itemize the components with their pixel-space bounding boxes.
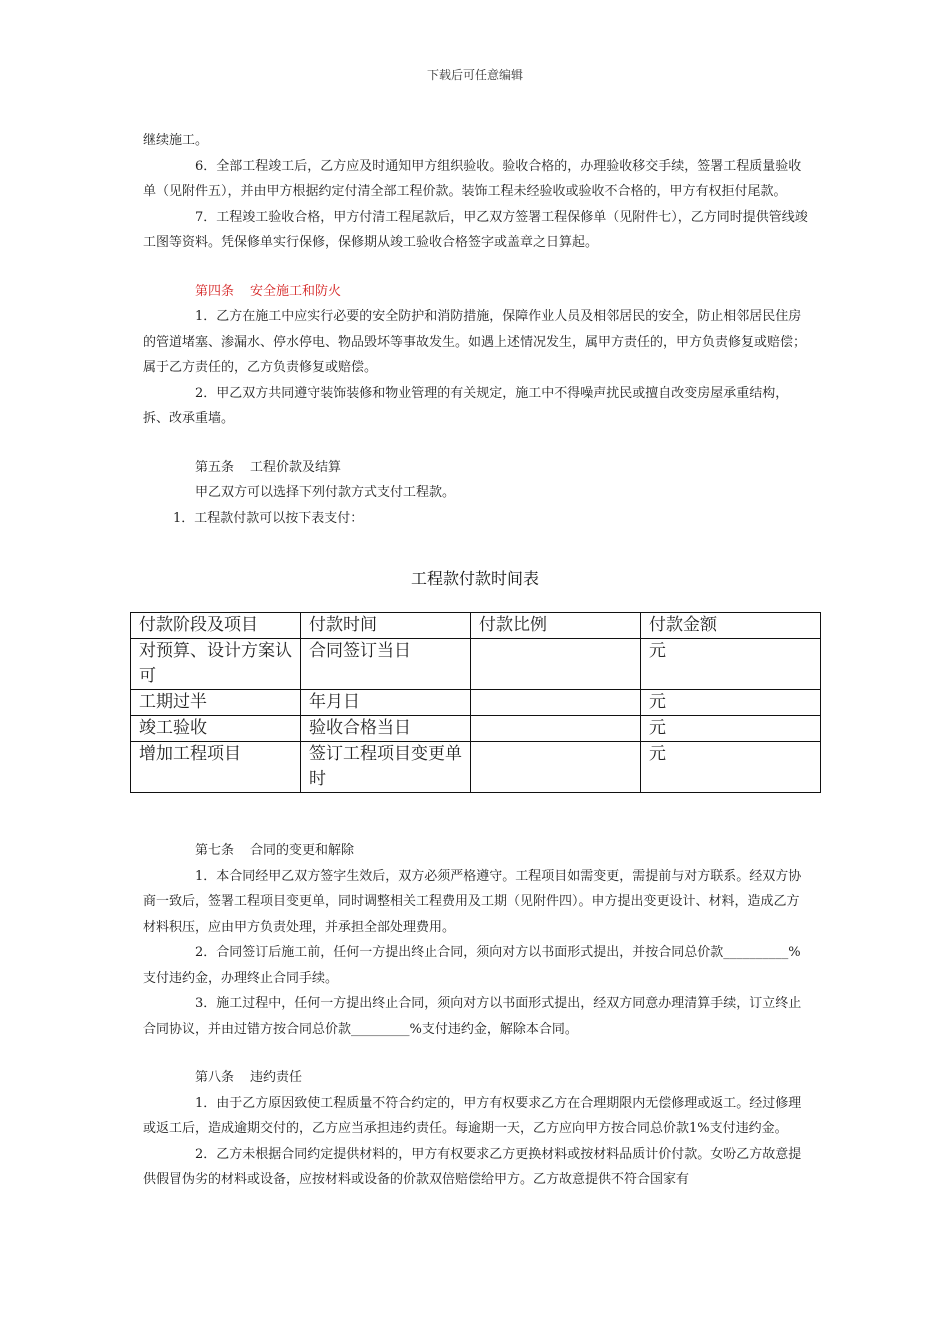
article-number: 第八条 xyxy=(195,1070,235,1085)
table-cell xyxy=(471,716,641,742)
table-row xyxy=(131,716,821,742)
paragraph: 2．合同签订后施工前，任何一方提出终止合同，须向对方以书面形式提出，并按合同总价款__________%支付违约金，办理终止合同手续。 xyxy=(143,945,801,986)
table-cell xyxy=(471,690,641,716)
paragraph: 1．乙方在施工中应实行必要的安全防护和消防措施，保障作业人员及相邻居民的安全，防止相邻居民住房的管道堵塞、渗漏水、停水停电、物品毁坏等事故发生。如遇上述情况发生，属甲方责任的，甲方负责修复或赔偿；属于乙方责任的，乙方负责修复或赔偿。 xyxy=(143,309,807,375)
page-header: 下载后可任意编辑 xyxy=(426,68,523,82)
article-title: 安全施工和防火 xyxy=(250,283,342,299)
table-cell: 竣工验收 xyxy=(131,716,301,742)
table-cell: 对预算、设计方案认可 xyxy=(131,639,301,690)
article-heading xyxy=(143,279,808,305)
article-number: 第五条 xyxy=(195,459,235,475)
payment-schedule-table xyxy=(130,612,821,793)
paragraph: 7．工程竣工验收合格，甲方付清工程尾款后，甲乙双方签署工程保修单（见附件七），乙方同时提供管线竣工图等资料。凭保修单实行保修，保修期从竣工验收合格签字或盖章之日算起。 xyxy=(143,209,808,250)
article-number: 第七条 xyxy=(195,843,235,858)
table-cell: 元 xyxy=(641,742,821,793)
article-title: 合同的变更和解除 xyxy=(250,843,355,858)
document-body-top xyxy=(143,128,808,531)
article-heading xyxy=(143,1065,808,1091)
table-cell: 验收合格当日 xyxy=(301,716,471,742)
article-number: 第四条 xyxy=(195,283,235,299)
article-heading xyxy=(143,455,808,481)
article-title: 违约责任 xyxy=(250,1070,303,1085)
article-heading xyxy=(143,838,808,864)
table-cell: 工期过半 xyxy=(131,690,301,716)
paragraph: 6．全部工程竣工后，乙方应及时通知甲方组织验收。验收合格的，办理验收移交手续，签署工程质量验收单（见附件五），并由甲方根据约定付清全部工程价款。装饰工程未经验收或验收不合格的，甲方有权拒付尾款。 xyxy=(143,158,802,199)
table-title: 工程款付款时间表 xyxy=(410,569,539,588)
table-cell: 合同签订当日 xyxy=(301,639,471,690)
table-row xyxy=(131,690,821,716)
table-cell xyxy=(471,639,641,690)
paragraph: 2．甲乙双方共同遵守装饰装修和物业管理的有关规定，施工中不得噪声扰民或擅自改变房屋承重结构，拆、改承重墙。 xyxy=(143,385,789,426)
paragraph: 2．乙方未根据合同约定提供材料的，甲方有权要求乙方更换材料或按材料品质计价付款。女吩乙方故意提供假冒伪劣的材料或设备，应按材料或设备的价款双倍赔偿给甲方。乙方故意提供不符合国家有 xyxy=(143,1146,802,1187)
table-row xyxy=(131,742,821,793)
table-cell: 元 xyxy=(641,639,821,690)
table-row xyxy=(131,639,821,690)
paragraph: 继续施工。 xyxy=(143,133,209,148)
paragraph: 甲乙双方可以选择下列付款方式支付工程款。 xyxy=(195,485,456,500)
table-header-cell: 付款金额 xyxy=(641,613,821,639)
table-header-cell: 付款时间 xyxy=(301,613,471,639)
paragraph: 1．工程款付款可以按下表支付： xyxy=(173,510,364,526)
paragraph: 3．施工过程中，任何一方提出终止合同，须向对方以书面形式提出，经双方同意办理清算手续，订立终止合同协议，并由过错方按合同总价款_________%支付违约金，解除本合同。 xyxy=(143,996,802,1037)
table-header-cell: 付款阶段及项目 xyxy=(131,613,301,639)
table-cell: 签订工程项目变更单时 xyxy=(301,742,471,793)
document-body-bottom xyxy=(143,838,808,1193)
paragraph: 1．本合同经甲乙双方签字生效后，双方必须严格遵守。工程项目如需变更，需提前与对方联系。经双方协商一致后，签署工程项目变更单，同时调整相关工程费用及工期（见附件四）。申方提出变更设计、材料，造成乙方材料积压，应由甲方负责处理，并承担全部处理费用。 xyxy=(143,868,802,935)
table-header-cell: 付款比例 xyxy=(471,613,641,639)
table-cell: 增加工程项目 xyxy=(131,742,301,793)
table-cell: 年月日 xyxy=(301,690,471,716)
table-cell xyxy=(471,742,641,793)
table-header-row xyxy=(131,613,821,639)
article-title: 工程价款及结算 xyxy=(250,459,342,475)
table-cell: 元 xyxy=(641,690,821,716)
paragraph: 1．由于乙方原因致使工程质量不符合约定的，甲方有权要求乙方在合理期限内无偿修理或返工。经过修理或返工后，造成逾期交付的，乙方应当承担违约责任。每逾期一天，乙方应向甲方按合同总价款1%支付违约金。 xyxy=(143,1095,802,1136)
table-cell: 元 xyxy=(641,716,821,742)
